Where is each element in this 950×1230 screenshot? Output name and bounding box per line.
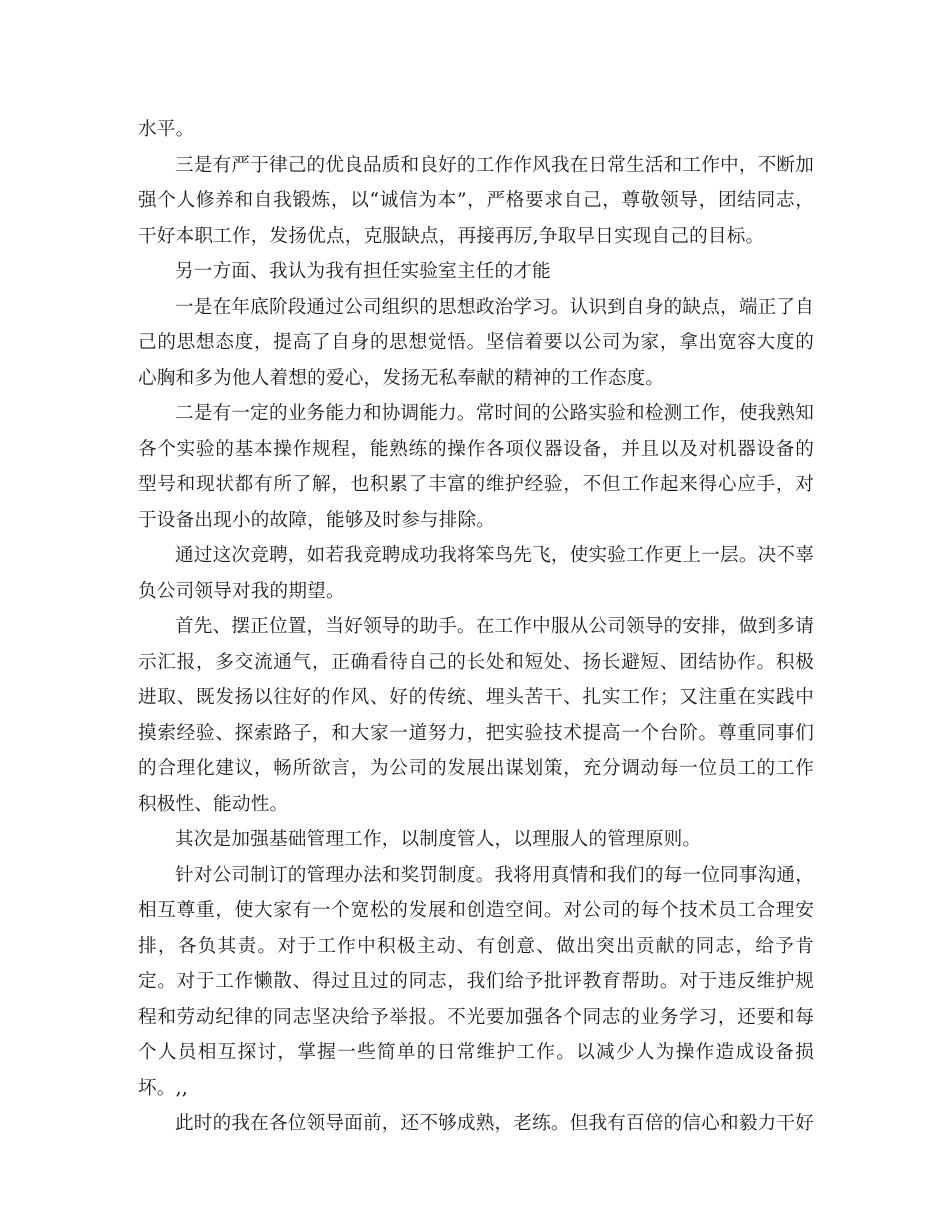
paragraph-2: 三是有严于律己的优良品质和良好的工作作风我在日常生活和工作中，不断加强个人修养和自我锻炼，以“诚信为本”，严格要求自己，尊敬领导，团结同志，干好本职工作，发扬优点，克服缺点，再接再厉,争取早日实现自己的目标。 bbox=[138, 154, 814, 247]
paragraph-9: 针对公司制订的管理办法和奖罚制度。我将用真情和我们的每一位同事沟通，相互尊重，使大家有一个宽松的发展和创造空间。对公司的每个技术员工合理安排，各负其责。对于工作中积极主动、有创意、做出突出贡献的同志，给予肯定。对于工作懒散、得过且过的同志，我们给予批评教育帮助。对于违反维护规程和劳动纪律的同志坚决给予举报。不光要加强各个同志的业务学习，还要和每个人员相互探讨，掌握一些简单的日常维护工作。以减少人为操作造成设备损坏。,, bbox=[138, 864, 814, 1099]
paragraph-5: 二是有一定的业务能力和协调能力。常时间的公路实验和检测工作，使我熟知各个实验的基本操作规程，能熟练的操作各项仪器设备，并且以及对机器设备的型号和现状都有所了解，也积累了丰富的维护经验，不但工作起来得心应手，对于设备出现小的故障，能够及时参与排除。 bbox=[138, 403, 814, 531]
paragraph-3: 另一方面、我认为我有担任实验室主任的才能 bbox=[175, 261, 551, 282]
document-body bbox=[138, 112, 814, 1142]
paragraph-7: 首先、摆正位置，当好领导的助手。在工作中服从公司领导的安排，做到多请示汇报，多交流通气，正确看待自己的长处和短处、扬长避短、团结协作。积极进取、既发扬以往好的作风、好的传统、埋头苦干、扎实工作；又注重在实践中摸索经验、探索路子，和大家一道努力，把实验技术提高一个台阶。尊重同事们的合理化建议，畅所欲言，为公司的发展出谋划策，充分调动每一位员工的工作积极性、能动性。 bbox=[138, 616, 814, 815]
paragraph-1: 水平。 bbox=[138, 119, 195, 140]
paragraph-4: 一是在年底阶段通过公司组织的思想政治学习。认识到自身的缺点，端正了自己的思想态度，提高了自身的思想觉悟。坚信着要以公司为家，拿出宽容大度的心胸和多为他人着想的爱心，发扬无私奉献的精神的工作态度。 bbox=[138, 296, 814, 389]
paragraph-8: 其次是加强基础管理工作，以制度管人，以理服人的管理原则。 bbox=[175, 829, 702, 850]
paragraph-6: 通过这次竞聘，如若我竞聘成功我将笨鸟先飞，使实验工作更上一层。决不辜负公司领导对我的期望。 bbox=[138, 545, 814, 602]
paragraph-10: 此时的我在各位领导面前，还不够成熟，老练。但我有百倍的信心和毅力干好 bbox=[175, 1113, 814, 1134]
